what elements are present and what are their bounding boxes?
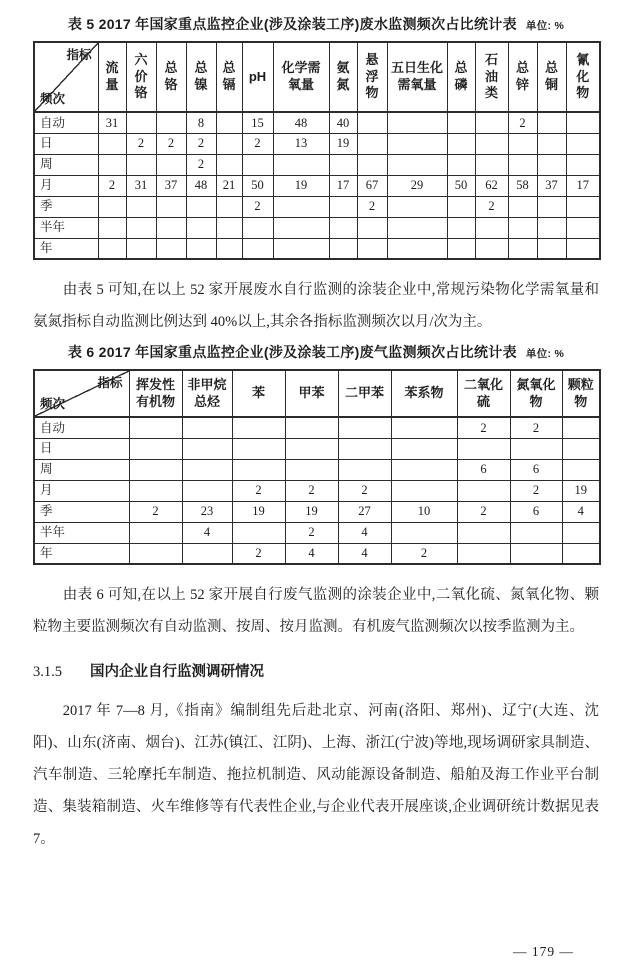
table-cell — [537, 217, 566, 238]
table6-row-label: 月 — [34, 480, 129, 501]
table-cell — [129, 459, 182, 480]
table-cell — [285, 417, 338, 438]
wastewater-monitoring-table — [33, 41, 601, 260]
table6-column-header-text: 非甲烷总烃 — [187, 376, 227, 409]
table-cell: 19 — [273, 175, 329, 196]
table-row — [34, 543, 600, 564]
table-cell — [447, 217, 475, 238]
table5-row-label: 季 — [34, 196, 98, 217]
table5-column-header — [475, 42, 508, 112]
table-cell: 27 — [338, 501, 391, 522]
table6-header-row — [34, 370, 600, 417]
table6-row-label: 日 — [34, 438, 129, 459]
table-cell: 2 — [242, 133, 273, 154]
table-cell — [447, 238, 475, 259]
table5-corner-cell — [34, 42, 98, 112]
table-cell: 4 — [182, 522, 232, 543]
table5-column-header-text: 化学需氧量 — [281, 60, 321, 92]
table6-corner-frequency-label: 频次 — [40, 396, 66, 411]
table6-column-header-text: 二氧化硫 — [463, 376, 503, 409]
table-cell: 2 — [156, 133, 186, 154]
table-cell — [329, 154, 357, 175]
table-cell — [182, 438, 232, 459]
table6-column-header — [562, 370, 600, 417]
table-cell: 6 — [457, 459, 510, 480]
section-number: 3.1.5 — [33, 664, 62, 680]
table-cell — [387, 196, 447, 217]
table-cell — [129, 522, 182, 543]
table6-column-header — [391, 370, 457, 417]
table5-column-header-text: 流量 — [105, 60, 119, 92]
table-cell: 40 — [329, 112, 357, 133]
table5-header-row — [34, 42, 600, 112]
table-cell — [562, 438, 600, 459]
table-cell — [182, 543, 232, 564]
table-cell — [510, 438, 562, 459]
table-cell: 8 — [186, 112, 216, 133]
table-cell — [537, 112, 566, 133]
table-cell — [387, 154, 447, 175]
section-heading-3-1-5 — [33, 660, 599, 681]
table-cell: 48 — [273, 112, 329, 133]
table5-corner-frequency-label: 频次 — [40, 91, 66, 106]
table-cell — [510, 543, 562, 564]
table-cell — [391, 459, 457, 480]
table5-column-header — [357, 42, 387, 112]
table-cell — [232, 438, 285, 459]
table-cell — [387, 133, 447, 154]
paragraph-survey-description: 2017 年 7—8 月,《指南》编制组先后赴北京、河南(洛阳、郑州)、辽宁(大连、沈阳)、山东(济南、烟台)、江苏(镇江、江阴)、上海、浙江(宁波)等地,现场调研家具制造、汽车制造、三轮摩托车制造、拖拉机制造、风动能源设备制造、船舶及海工作业平台制造、集装箱制造、火车维修等有代表性企业,与企业代表开展座谈,企业调研统计数据见表 7。 — [33, 703, 599, 847]
table-cell — [391, 417, 457, 438]
table6-column-header-text: 甲苯 — [298, 385, 325, 401]
table5-column-header-text: 总镍 — [194, 60, 208, 92]
table5-column-header — [98, 42, 126, 112]
table-cell — [216, 112, 242, 133]
table-cell: 48 — [186, 175, 216, 196]
table-cell — [329, 196, 357, 217]
table-cell — [562, 522, 600, 543]
table5-column-header — [126, 42, 156, 112]
table-cell: 6 — [510, 459, 562, 480]
table-cell: 10 — [391, 501, 457, 522]
table6-title-text: 表 6 2017 年国家重点监控企业(涉及涂装工序)废气监测频次占比统计表 — [67, 344, 517, 360]
table-cell — [387, 238, 447, 259]
table-cell: 19 — [562, 480, 600, 501]
table-cell: 2 — [285, 522, 338, 543]
table-cell — [186, 238, 216, 259]
table5-column-header — [273, 42, 329, 112]
table5-title-text: 表 5 2017 年国家重点监控企业(涉及涂装工序)废水监测频次占比统计表 — [67, 16, 517, 32]
table-cell: 4 — [338, 543, 391, 564]
table-row — [34, 501, 600, 522]
table5-column-header-text: 总镉 — [222, 60, 236, 92]
table-cell — [98, 196, 126, 217]
table-row — [34, 196, 600, 217]
page-number: — 179 — — [513, 944, 574, 959]
table-cell: 4 — [285, 543, 338, 564]
table-cell — [508, 196, 537, 217]
table-cell — [216, 133, 242, 154]
table-cell — [126, 154, 156, 175]
table-cell: 17 — [329, 175, 357, 196]
table5-column-header-text: 氨氮 — [336, 60, 350, 92]
table6-corner-indicator-label: 指标 — [97, 376, 123, 390]
table-cell: 4 — [562, 501, 600, 522]
table5-row-label: 周 — [34, 154, 98, 175]
table5-column-header-text: 悬浮物 — [365, 51, 379, 101]
table-cell: 2 — [242, 196, 273, 217]
table-cell: 2 — [232, 480, 285, 501]
table-cell — [182, 459, 232, 480]
table-cell — [273, 217, 329, 238]
table-cell: 67 — [357, 175, 387, 196]
table6-row-label: 自动 — [34, 417, 129, 438]
table6-row-label: 年 — [34, 543, 129, 564]
table6-column-header-text: 苯系物 — [404, 385, 444, 401]
table-cell — [126, 238, 156, 259]
table-cell — [357, 112, 387, 133]
section-title: 国内企业自行监测调研情况 — [90, 664, 264, 680]
table-cell — [508, 217, 537, 238]
table-cell — [126, 196, 156, 217]
table-cell: 2 — [508, 112, 537, 133]
table5-row-label: 月 — [34, 175, 98, 196]
table-cell: 50 — [242, 175, 273, 196]
table-cell — [562, 543, 600, 564]
table5-column-header — [186, 42, 216, 112]
table-cell: 19 — [285, 501, 338, 522]
table-cell: 4 — [338, 522, 391, 543]
table-cell — [242, 238, 273, 259]
table-cell: 15 — [242, 112, 273, 133]
table-cell: 2 — [457, 417, 510, 438]
table-cell — [98, 217, 126, 238]
table5-column-header-text: 总锌 — [515, 60, 529, 92]
table6-column-header — [457, 370, 510, 417]
table-cell — [475, 217, 508, 238]
table-cell — [457, 543, 510, 564]
table-cell — [232, 522, 285, 543]
table-cell: 17 — [566, 175, 600, 196]
table-cell — [98, 238, 126, 259]
table-cell: 19 — [329, 133, 357, 154]
table5-unit-label: 单位: % — [525, 20, 565, 32]
table-cell — [329, 238, 357, 259]
table-cell: 31 — [98, 112, 126, 133]
table-row — [34, 112, 600, 133]
table-cell — [329, 217, 357, 238]
table-cell: 2 — [98, 175, 126, 196]
table-cell: 50 — [447, 175, 475, 196]
table-cell — [129, 438, 182, 459]
table-cell — [129, 480, 182, 501]
table-cell — [156, 238, 186, 259]
table-cell — [391, 522, 457, 543]
table-cell — [447, 133, 475, 154]
table6-column-header-text: 二甲苯 — [344, 385, 384, 401]
table-cell — [156, 196, 186, 217]
table-cell — [457, 480, 510, 501]
table6-column-header — [338, 370, 391, 417]
table-row — [34, 217, 600, 238]
table-cell: 2 — [232, 543, 285, 564]
table5-column-header — [387, 42, 447, 112]
table-cell: 6 — [510, 501, 562, 522]
table-cell: 21 — [216, 175, 242, 196]
table6-column-header — [182, 370, 232, 417]
table5-column-header-text: 五日生化需氧量 — [390, 60, 443, 92]
table-cell — [285, 459, 338, 480]
table-cell — [457, 522, 510, 543]
table-cell: 37 — [537, 175, 566, 196]
table-cell — [156, 217, 186, 238]
table-cell — [566, 217, 600, 238]
table5-column-header — [329, 42, 357, 112]
table5-column-header — [447, 42, 475, 112]
table-cell: 29 — [387, 175, 447, 196]
table-cell — [566, 133, 600, 154]
table-row — [34, 238, 600, 259]
table-cell — [566, 154, 600, 175]
table-cell — [475, 112, 508, 133]
table5-column-header-text: 总铜 — [544, 60, 558, 92]
table-cell — [562, 459, 600, 480]
table-cell — [391, 480, 457, 501]
table-cell — [232, 459, 285, 480]
table-cell — [562, 417, 600, 438]
table-cell — [447, 112, 475, 133]
table-cell — [186, 196, 216, 217]
table-cell: 2 — [186, 133, 216, 154]
table-cell — [508, 133, 537, 154]
table-row — [34, 133, 600, 154]
table-row — [34, 438, 600, 459]
table-cell: 2 — [357, 196, 387, 217]
table-cell — [232, 417, 285, 438]
table-cell — [126, 112, 156, 133]
table-cell — [182, 480, 232, 501]
table-cell — [447, 196, 475, 217]
table5-row-label: 半年 — [34, 217, 98, 238]
table6-column-header — [232, 370, 285, 417]
table-cell: 2 — [126, 133, 156, 154]
table-cell: 31 — [126, 175, 156, 196]
table5-row-label: 自动 — [34, 112, 98, 133]
table6-column-header — [510, 370, 562, 417]
table-cell — [510, 522, 562, 543]
table-cell — [357, 133, 387, 154]
table-cell — [242, 154, 273, 175]
table-cell — [156, 112, 186, 133]
table5-column-header — [508, 42, 537, 112]
table-cell — [391, 438, 457, 459]
table-cell: 58 — [508, 175, 537, 196]
table5-title — [33, 14, 599, 34]
table6-column-header-text: 挥发性有机物 — [135, 376, 175, 409]
table-cell: 2 — [391, 543, 457, 564]
table5-column-header-text: 总磷 — [454, 60, 468, 92]
table-cell — [566, 112, 600, 133]
table-cell — [338, 417, 391, 438]
table-cell — [182, 417, 232, 438]
table-cell — [508, 238, 537, 259]
exhaust-gas-monitoring-table — [33, 369, 601, 565]
table5-column-header — [566, 42, 600, 112]
table-cell — [537, 154, 566, 175]
table5-column-header-text: pH — [248, 68, 267, 84]
table-cell — [475, 238, 508, 259]
table-cell — [537, 196, 566, 217]
table-cell — [387, 112, 447, 133]
table-row — [34, 417, 600, 438]
table-cell — [387, 217, 447, 238]
table-row — [34, 154, 600, 175]
table-row — [34, 459, 600, 480]
table-cell — [216, 238, 242, 259]
table5-column-header-text: 氰化物 — [576, 51, 590, 101]
table6-column-header-text: 苯 — [251, 385, 265, 401]
table-cell — [566, 196, 600, 217]
table-cell — [537, 238, 566, 259]
table6-row-label: 周 — [34, 459, 129, 480]
table-cell — [357, 238, 387, 259]
table-cell — [566, 238, 600, 259]
table6-column-header — [285, 370, 338, 417]
table-cell — [242, 217, 273, 238]
table6-corner-cell — [34, 370, 129, 417]
table-cell — [273, 196, 329, 217]
table5-column-header-text: 石油类 — [484, 51, 498, 101]
table-cell — [457, 438, 510, 459]
table5-row-label: 年 — [34, 238, 98, 259]
table-cell: 2 — [510, 480, 562, 501]
table-cell: 2 — [338, 480, 391, 501]
table6-column-header-text: 颗粒物 — [567, 376, 594, 409]
table-cell: 2 — [186, 154, 216, 175]
table-cell — [537, 133, 566, 154]
table5-corner-indicator-label: 指标 — [66, 48, 92, 62]
table-cell — [338, 438, 391, 459]
table-cell — [216, 154, 242, 175]
table5-column-header-text: 总铬 — [164, 60, 178, 92]
table-cell — [475, 154, 508, 175]
table5-column-header — [216, 42, 242, 112]
table-cell — [273, 238, 329, 259]
table-cell — [126, 217, 156, 238]
table5-column-header-text: 六价铬 — [134, 51, 148, 101]
table6-row-label: 半年 — [34, 522, 129, 543]
table-cell — [357, 154, 387, 175]
table-cell: 62 — [475, 175, 508, 196]
table5-column-header — [156, 42, 186, 112]
table-cell — [129, 417, 182, 438]
table6-unit-label: 单位: % — [525, 348, 565, 360]
table5-row-label: 日 — [34, 133, 98, 154]
table-cell: 23 — [182, 501, 232, 522]
table-cell — [186, 217, 216, 238]
table-cell: 13 — [273, 133, 329, 154]
table6-column-header — [129, 370, 182, 417]
table-cell — [216, 196, 242, 217]
table-cell — [156, 154, 186, 175]
table-row — [34, 480, 600, 501]
table-cell — [216, 217, 242, 238]
table-cell: 2 — [475, 196, 508, 217]
table-cell — [98, 154, 126, 175]
table-cell — [98, 133, 126, 154]
table5-column-header — [537, 42, 566, 112]
table-cell: 2 — [457, 501, 510, 522]
table-cell — [285, 438, 338, 459]
paragraph-table5-analysis: 由表 5 可知,在以上 52 家开展废水自行监测的涂装企业中,常规污染物化学需氧量和氨氮指标自动监测比例达到 40%以上,其余各指标监测频次以月/次为主。 — [33, 282, 599, 330]
table6-row-label: 季 — [34, 501, 129, 522]
table-row — [34, 522, 600, 543]
table-cell — [338, 459, 391, 480]
paragraph-table6-analysis: 由表 6 可知,在以上 52 家开展自行废气监测的涂装企业中,二氧化硫、氮氧化物、颗粒物主要监测频次有自动监测、按周、按月监测。有机废气监测频次以按季监测为主。 — [33, 587, 599, 635]
table-row — [34, 175, 600, 196]
table-cell — [447, 154, 475, 175]
table-cell: 19 — [232, 501, 285, 522]
table-cell — [475, 133, 508, 154]
table5-column-header — [242, 42, 273, 112]
table-cell: 2 — [285, 480, 338, 501]
table6-column-header-text: 氮氧化物 — [516, 376, 556, 409]
table6-title — [33, 342, 599, 362]
table-cell — [129, 543, 182, 564]
table-cell — [508, 154, 537, 175]
table-cell: 37 — [156, 175, 186, 196]
table-cell — [357, 217, 387, 238]
table-cell: 2 — [129, 501, 182, 522]
table-cell — [273, 154, 329, 175]
table-cell: 2 — [510, 417, 562, 438]
